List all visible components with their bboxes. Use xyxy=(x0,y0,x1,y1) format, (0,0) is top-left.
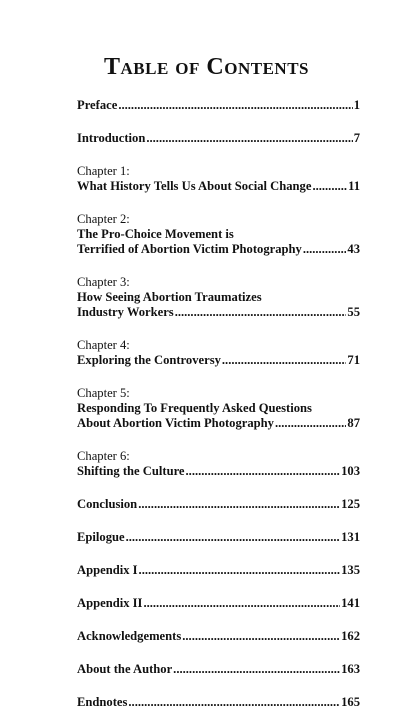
entry-title-line: Shifting the Culture xyxy=(77,464,185,478)
toc-entry-appendix-1[interactable] xyxy=(77,563,360,578)
dot-leader xyxy=(126,530,341,545)
entry-title-line: How Seeing Abortion Traumatizes xyxy=(77,290,262,304)
entry-title-line: Exploring the Controversy xyxy=(77,353,221,367)
entry-title-line: Terrified of Abortion Victim Photography xyxy=(77,242,302,256)
entry-title-row xyxy=(77,464,360,479)
dot-leader xyxy=(312,179,347,194)
page-number: 162 xyxy=(341,629,360,643)
entry-title-line: Conclusion xyxy=(77,497,138,511)
entry-title-row xyxy=(77,416,360,431)
entry-title-line: The Pro-Choice Movement is xyxy=(77,227,234,241)
entry-title-row xyxy=(77,530,360,545)
toc-entry-chapter-1[interactable] xyxy=(77,164,360,194)
toc-entry-appendix-2[interactable] xyxy=(77,596,360,611)
page-number: 43 xyxy=(347,242,360,256)
entry-title-line: Acknowledgements xyxy=(77,629,182,643)
entry-title-row xyxy=(77,629,360,644)
dot-leader xyxy=(222,353,347,368)
page-number: 11 xyxy=(348,179,360,193)
toc-entry-acknowledgements[interactable] xyxy=(77,629,360,644)
dot-leader xyxy=(182,629,340,644)
dot-leader xyxy=(186,464,341,479)
entry-title-row xyxy=(77,179,360,194)
entry-title-row xyxy=(77,98,360,113)
page-number: 55 xyxy=(347,305,360,319)
entry-title-row xyxy=(77,596,360,611)
page-number: 1 xyxy=(353,98,360,112)
table-of-contents xyxy=(77,98,360,728)
page-title: Table of Contents xyxy=(104,54,309,80)
entry-title-line: Appendix I xyxy=(77,563,138,577)
chapter-number: Chapter 6: xyxy=(77,449,130,463)
dot-leader xyxy=(175,305,347,320)
entry-title-row xyxy=(77,563,360,578)
chapter-number: Chapter 2: xyxy=(77,212,130,226)
entry-title-line: Industry Workers xyxy=(77,305,174,319)
page-number: 7 xyxy=(353,131,360,145)
page-number: 165 xyxy=(341,695,360,709)
entry-title-row xyxy=(77,353,360,368)
dot-leader xyxy=(146,131,352,146)
entry-title-row xyxy=(77,497,360,512)
entry-title-line: Endnotes xyxy=(77,695,128,709)
page-number: 125 xyxy=(341,497,360,511)
page-number: 103 xyxy=(341,464,360,478)
dot-leader xyxy=(275,416,346,431)
toc-entry-about-author[interactable] xyxy=(77,662,360,677)
toc-entry-epilogue[interactable] xyxy=(77,530,360,545)
chapter-number: Chapter 5: xyxy=(77,386,130,400)
chapter-number: Chapter 4: xyxy=(77,338,130,352)
entry-title-line: Responding To Frequently Asked Questions xyxy=(77,401,312,415)
page-number: 163 xyxy=(341,662,360,676)
dot-leader xyxy=(138,497,340,512)
dot-leader xyxy=(128,695,340,710)
toc-entry-conclusion[interactable] xyxy=(77,497,360,512)
toc-entry-introduction[interactable] xyxy=(77,131,360,146)
entry-title-line: Preface xyxy=(77,98,118,112)
toc-entry-endnotes[interactable] xyxy=(77,695,360,710)
entry-title-line: What History Tells Us About Social Change xyxy=(77,179,312,193)
page-number: 141 xyxy=(341,596,360,610)
entry-title-line: Epilogue xyxy=(77,530,125,544)
dot-leader xyxy=(303,242,347,257)
entry-title-row xyxy=(77,662,360,677)
entry-title-line: About Abortion Victim Photography xyxy=(77,416,274,430)
toc-entry-chapter-3[interactable] xyxy=(77,275,360,320)
entry-title-line: About the Author xyxy=(77,662,173,676)
chapter-number: Chapter 3: xyxy=(77,275,130,289)
dot-leader xyxy=(143,596,340,611)
dot-leader xyxy=(139,563,341,578)
page-number: 135 xyxy=(341,563,360,577)
toc-entry-chapter-6[interactable] xyxy=(77,449,360,479)
entry-title-row xyxy=(77,242,360,257)
page-number: 87 xyxy=(347,416,360,430)
entry-title-line: Appendix II xyxy=(77,596,143,610)
entry-title-line: Introduction xyxy=(77,131,146,145)
entry-title-row xyxy=(77,131,360,146)
toc-entry-chapter-5[interactable] xyxy=(77,386,360,431)
dot-leader xyxy=(118,98,352,113)
toc-entry-chapter-4[interactable] xyxy=(77,338,360,368)
chapter-number: Chapter 1: xyxy=(77,164,130,178)
entry-title-row xyxy=(77,305,360,320)
toc-entry-chapter-2[interactable] xyxy=(77,212,360,257)
page-number: 71 xyxy=(347,353,360,367)
page-number: 131 xyxy=(341,530,360,544)
toc-entry-preface[interactable] xyxy=(77,98,360,113)
entry-title-row xyxy=(77,695,360,710)
dot-leader xyxy=(173,662,340,677)
